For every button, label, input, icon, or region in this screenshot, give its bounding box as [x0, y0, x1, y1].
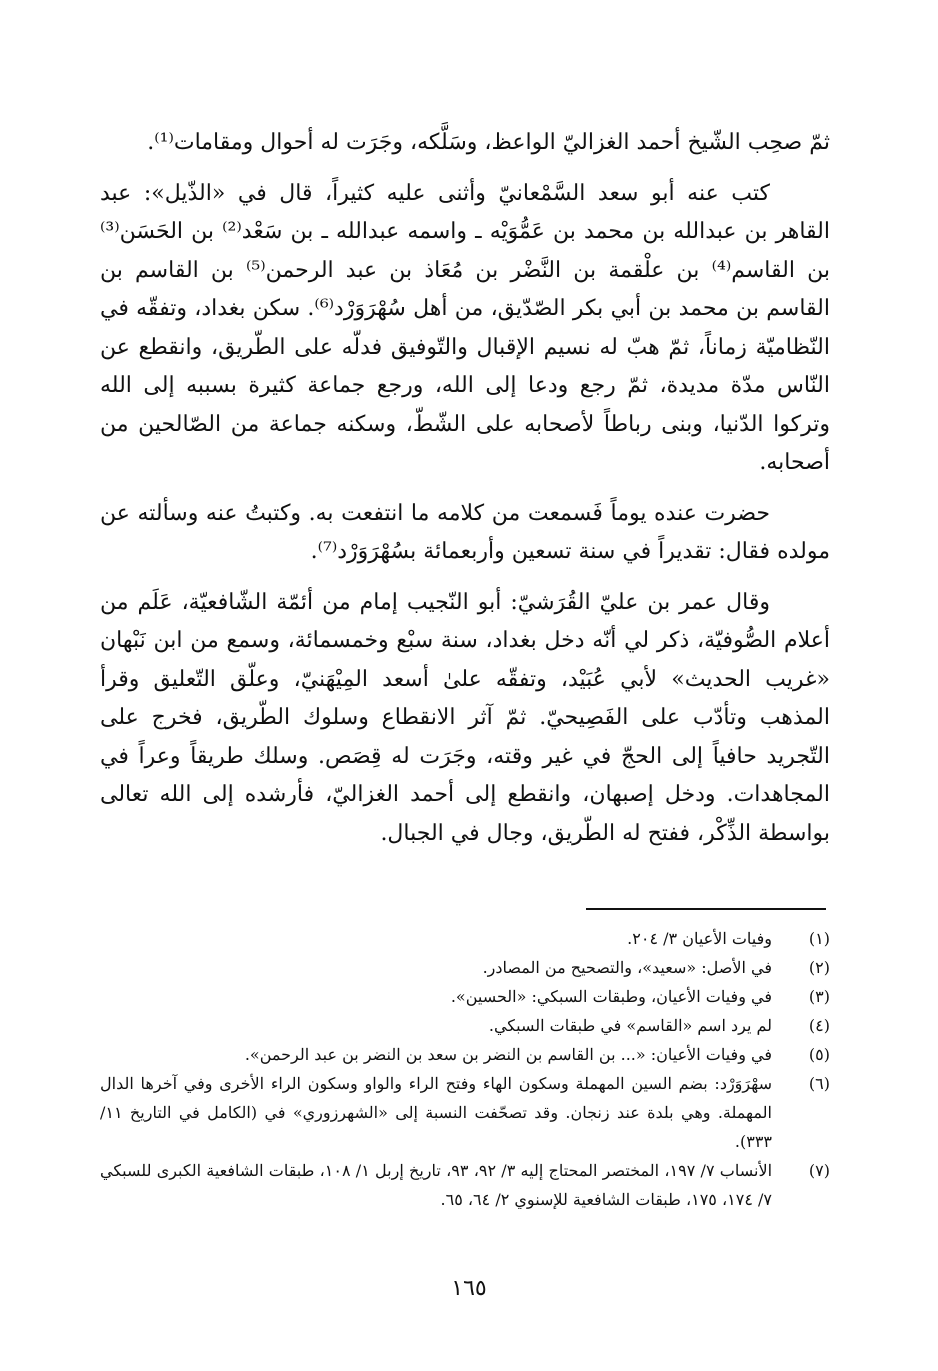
- footnote-number: (٦): [808, 1074, 830, 1093]
- footnotes: [100, 924, 830, 1214]
- footnote-number: (٢): [808, 958, 830, 977]
- footnote-number: (٤): [808, 1016, 830, 1035]
- footnote: [100, 1069, 830, 1156]
- paragraph-3: حضرت عنده يوماً فَسمعت من كلامه ما انتفعت به. وكتبتُ عنه وسألته عن مولده فقال: تقديراً في سنة تسعين وأربعمائة بسُهْرَوَرْد⁽⁷⁾.: [100, 500, 830, 564]
- paragraph-1: ثمّ صحِب الشّيخ أحمد الغزاليّ الواعظ، وسَلَّكه، وجَرَت له أحوال ومقامات⁽¹⁾.: [147, 130, 830, 155]
- footnote-text: سهْرَوَرْد: بضم السين المهملة وسكون الهاء وفتح الراء والواو وسكون الراء الأخرى وفي آخرها الدال المهملة. وهي بلدة عند زنجان. وقد تصحّفت النسبة إلى «الشهرزوري» في (الكامل في التاريخ ١١/ ٣٣٣).: [100, 1074, 772, 1151]
- footnote-text: وفيات الأعيان ٣/ ٢٠٤.: [627, 929, 772, 948]
- footnote-number: (٥): [808, 1045, 830, 1064]
- footnote: [100, 982, 830, 1011]
- footnote-number: (٧): [808, 1161, 830, 1180]
- footnote: [100, 1156, 830, 1214]
- footnote-number: (١): [808, 929, 830, 948]
- main-text: [100, 124, 830, 865]
- footnote-text: في وفيات الأعيان، وطبقات السبكي: «الحسين».: [450, 987, 772, 1006]
- footnote-text: في الأصل: «سعيد»، والتصحيح من المصادر.: [482, 958, 772, 977]
- footnote-text: الأنساب ٧/ ١٩٧، المختصر المحتاج إليه ٣/ ٩٢، ٩٣، تاريخ إربل ١/ ١٠٨، طبقات الشافعية الكبرى للسبكي ٧/ ١٧٤، ١٧٥، طبقات الشافعية للإسنوي ٢/ ٦٤، ٦٥.: [100, 1161, 773, 1209]
- page-number: ١٦٥: [451, 1276, 487, 1301]
- paragraph-2: كتب عنه أبو سعد السَّمْعانيّ وأثنى عليه كثيراً، قال في «الذّيل»: عبد القاهر بن عبدالله بن محمد بن عَمُّوَيْه ـ واسمه عبدالله ـ بن سَعْد⁽²⁾ بن الحَسَن⁽³⁾ بن القاسم⁽⁴⁾ بن علْقمة بن النَّضْر بن مُعَاذ بن عبد الرحمن⁽⁵⁾ بن القاسم بن القاسم بن محمد بن أبي بكر الصّدّيق، من أهل سُهْرَوَرْد⁽⁶⁾. سكن بغداد، وتفقّه في النّظاميّة زماناً، ثمّ هبّ له نسيم الإقبال والتّوفيق فدلّه على الطّريق، وانقطع عن النّاس مدّة مديدة، ثمّ رجع ودعا إلى الله، ورجع جماعة كثيرة بسببه إلى الله وتركوا الدّنيا، وبنى رباطاً لأصحابه على الشّطّ، وسكنه جماعة من الصّالحين من أصحابه.: [100, 180, 831, 475]
- paragraph-4: وقال عمر بن عليّ القُرَشيّ: أبو النّجيب إمام من أئمّة الشّافعيّة، عَلَم من أعلام الصُّوفيّة، ذكر لي أنّه دخل بغداد، سنة سبْع وخمسمائة، وسمع من ابن نَبْهان «غريب الحديث» لأبي عُبَيْد، وتفقّه علىٰ أسعد المِيْهَنيّ، وعلّق التّعليق وقرأ المذهب وتأدّب على الفَصِيحيّ. ثمّ آثر الانقطاع وسلوك الطّريق، فخرج على التّجريد حافياً إلى الحجّ في غير وقته، وجَرَت له قِصَص. وسلك طريقاً وعراً في المجاهدات. ودخل إصبهان، وانقطع إلى أحمد الغزاليّ، فأرشده إلى الله تعالى بواسطة الذِّكْر، ففتح له الطّريق، وجال في الجبال.: [100, 589, 830, 846]
- footnote-text: لم يرد اسم «القاسم» في طبقات السبكي.: [488, 1016, 772, 1035]
- footnote-divider: [586, 908, 826, 910]
- footnote: [100, 1011, 830, 1040]
- footnote-text: في وفيات الأعيان: «... بن القاسم بن النضر بن سعد بن النضر بن عبد الرحمن».: [244, 1045, 772, 1064]
- footnote-number: (٣): [808, 987, 830, 1006]
- footnote: [100, 953, 830, 982]
- footnote: [100, 924, 830, 953]
- footnote: [100, 1040, 830, 1069]
